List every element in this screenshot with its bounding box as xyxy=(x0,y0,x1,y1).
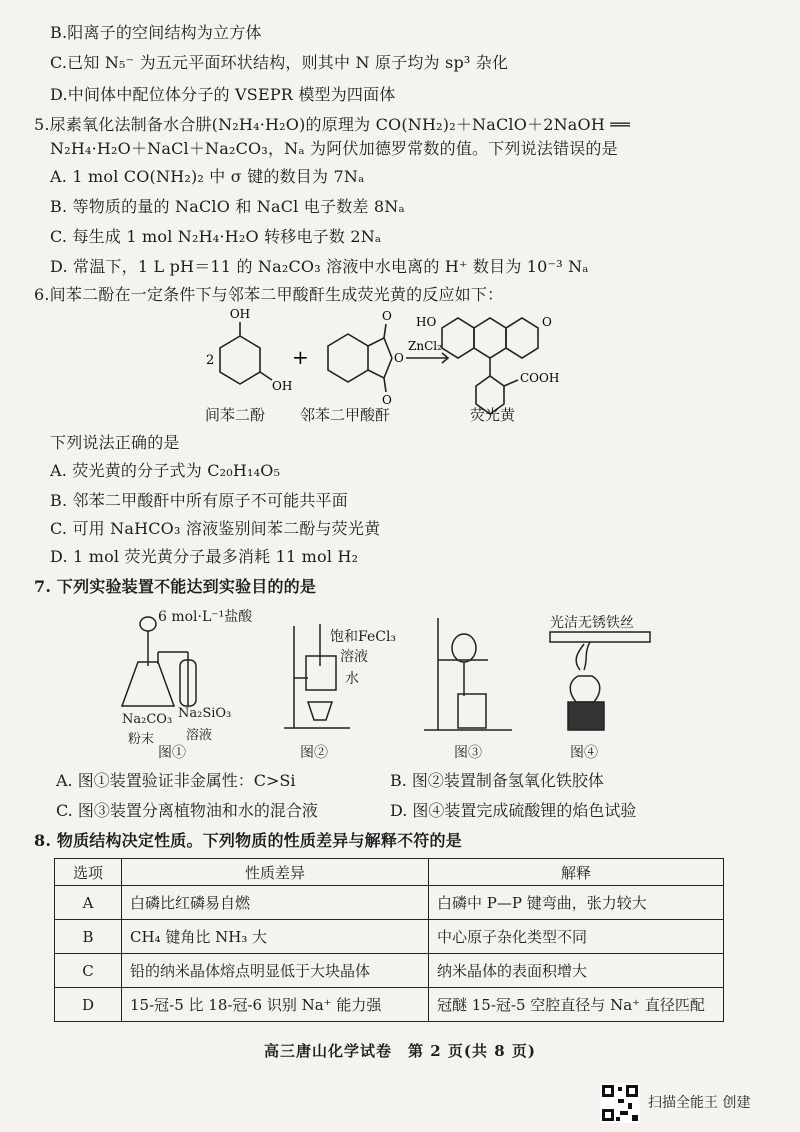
fig1-left-reagent-2: 粉末 xyxy=(128,732,155,747)
iron-wire-holder xyxy=(550,632,650,642)
resorcinol-ring xyxy=(220,336,260,384)
anhydride-o-top: O xyxy=(382,309,392,323)
qr-code-icon xyxy=(600,1083,640,1123)
figure-4-apparatus xyxy=(548,630,658,740)
scanner-watermark: 扫描全能王 创建 xyxy=(648,1095,751,1111)
row-property: 15-冠-5 比 18-冠-6 识别 Na⁺ 能力强 xyxy=(122,988,429,1022)
q4-option-b: B.阳离子的空间结构为立方体 xyxy=(50,23,262,42)
q6-option-d: D. 1 mol 荧光黄分子最多消耗 11 mol H₂ xyxy=(50,547,359,566)
name-resorcinol: 间苯二酚 xyxy=(205,406,266,424)
fluorescein-ho: HO xyxy=(416,315,437,329)
q6-option-a: A. 荧光黄的分子式为 C₂₀H₁₄O₅ xyxy=(50,461,281,480)
q6-option-b: B. 邻苯二甲酸酐中所有原子不可能共平面 xyxy=(50,491,348,510)
row-label: A xyxy=(55,886,122,920)
fig2-label-fecl3: 饱和FeCl₃ xyxy=(330,629,397,645)
page-footer: 高三唐山化学试卷 第 2 页(共 8 页) xyxy=(264,1042,536,1060)
q6-option-c: C. 可用 NaHCO₃ 溶液鉴别间苯二酚与荧光黄 xyxy=(50,519,381,538)
fig1-acid-label: 6 mol·L⁻¹盐酸 xyxy=(158,609,253,625)
fluorescein-left-ring xyxy=(442,318,474,358)
plus-sign: + xyxy=(292,345,309,369)
fig1-caption: 图① xyxy=(158,745,186,761)
fig2-caption: 图② xyxy=(300,745,328,761)
table-row xyxy=(55,988,724,1022)
row-explanation: 冠醚 15-冠-5 空腔直径与 Na⁺ 直径匹配 xyxy=(429,988,724,1022)
q8-stem: 8. 物质结构决定性质。下列物质的性质差异与解释不符的是 xyxy=(34,831,462,850)
q7-option-c: C. 图③装置分离植物油和水的混合液 xyxy=(56,801,318,820)
q8-table xyxy=(54,858,724,1022)
resorcinol-oh-top: OH xyxy=(229,307,251,321)
row-label: C xyxy=(55,954,122,988)
name-anhydride: 邻苯二甲酸酐 xyxy=(300,406,391,424)
anhydride-ring xyxy=(328,334,368,382)
q5-stem-line2: N₂H₄·H₂O＋NaCl＋Na₂CO₃，Nₐ 为阿伏加德罗常数的值。下列说法错误的是 xyxy=(50,139,618,158)
header-property: 性质差异 xyxy=(122,859,429,886)
fig1-right-reagent-1: Na₂SiO₃ xyxy=(178,706,232,721)
name-fluorescein: 荧光黄 xyxy=(470,406,516,424)
row-property: 白磷比红磷易自燃 xyxy=(122,886,429,920)
q6-stem: 6.间苯二酚在一定条件下与邻苯二甲酸酐生成荧光黄的反应如下： xyxy=(34,285,504,304)
fig4-caption: 图④ xyxy=(570,745,598,761)
resorcinol-oh-bottom: OH xyxy=(272,379,293,393)
fig2-label-water: 水 xyxy=(345,671,359,687)
q4-option-d: D.中间体中配位体分子的 VSEPR 模型为四面体 xyxy=(50,85,396,104)
resorcinol-coef: 2 xyxy=(206,353,215,368)
q4-option-c: C.已知 N₅⁻ 为五元平面环状结构，则其中 N 原子均为 sp³ 杂化 xyxy=(50,53,509,72)
row-label: D xyxy=(55,988,122,1022)
fluorescein-o: O xyxy=(542,315,552,329)
fluorescein-cooh: COOH xyxy=(520,371,560,385)
q5-option-d: D. 常温下，1 L pH＝11 的 Na₂CO₃ 溶液中水电离的 H⁺ 数目为 10⁻³ Nₐ xyxy=(50,257,589,276)
q5-option-c: C. 每生成 1 mol N₂H₄·H₂O 转移电子数 2Nₐ xyxy=(50,227,382,246)
fig1-right-reagent-2: 溶液 xyxy=(186,728,213,743)
q7-option-a: A. 图①装置验证非金属性：C>Si xyxy=(56,771,296,790)
q7-option-b: B. 图②装置制备氢氧化铁胶体 xyxy=(390,771,604,790)
fig3-caption: 图③ xyxy=(454,745,482,761)
anhydride-o-ring: O xyxy=(394,351,404,365)
q6-prompt: 下列说法正确的是 xyxy=(50,433,180,452)
catalyst-label: ZnCl₂ xyxy=(408,339,442,353)
row-explanation: 白磷中 P—P 键弯曲，张力较大 xyxy=(429,886,724,920)
row-explanation: 中心原子杂化类型不同 xyxy=(429,920,724,954)
q5-option-b: B. 等物质的量的 NaClO 和 NaCl 电子数差 8Nₐ xyxy=(50,197,405,216)
header-option: 选项 xyxy=(55,859,122,886)
row-label: B xyxy=(55,920,122,954)
row-explanation: 纳米晶体的表面积增大 xyxy=(429,954,724,988)
row-property: CH₄ 键角比 NH₃ 大 xyxy=(122,920,429,954)
fig2-label-solution: 溶液 xyxy=(340,649,368,665)
row-property: 铅的纳米晶体熔点明显低于大块晶体 xyxy=(122,954,429,988)
fig1-left-reagent-1: Na₂CO₃ xyxy=(122,712,173,727)
table-row xyxy=(55,920,724,954)
q7-option-d: D. 图④装置完成硫酸锂的焰色试验 xyxy=(390,801,637,820)
table-row xyxy=(55,886,724,920)
anhydride-o-bottom: O xyxy=(382,393,392,407)
figure-3-apparatus xyxy=(418,612,518,736)
table-row xyxy=(55,954,724,988)
q5-stem-line1: 5.尿素氧化法制备水合肼(N₂H₄·H₂O)的原理为 CO(NH₂)₂＋NaClO＋2NaOH ══ xyxy=(34,115,630,134)
q7-stem: 7. 下列实验装置不能达到实验目的的是 xyxy=(34,577,317,596)
table-header-row xyxy=(55,859,724,886)
q5-option-a: A. 1 mol CO(NH₂)₂ 中 σ 键的数目为 7Nₐ xyxy=(50,167,365,186)
fig4-wire-label: 光洁无锈铁丝 xyxy=(550,615,634,631)
header-explanation: 解释 xyxy=(429,859,724,886)
